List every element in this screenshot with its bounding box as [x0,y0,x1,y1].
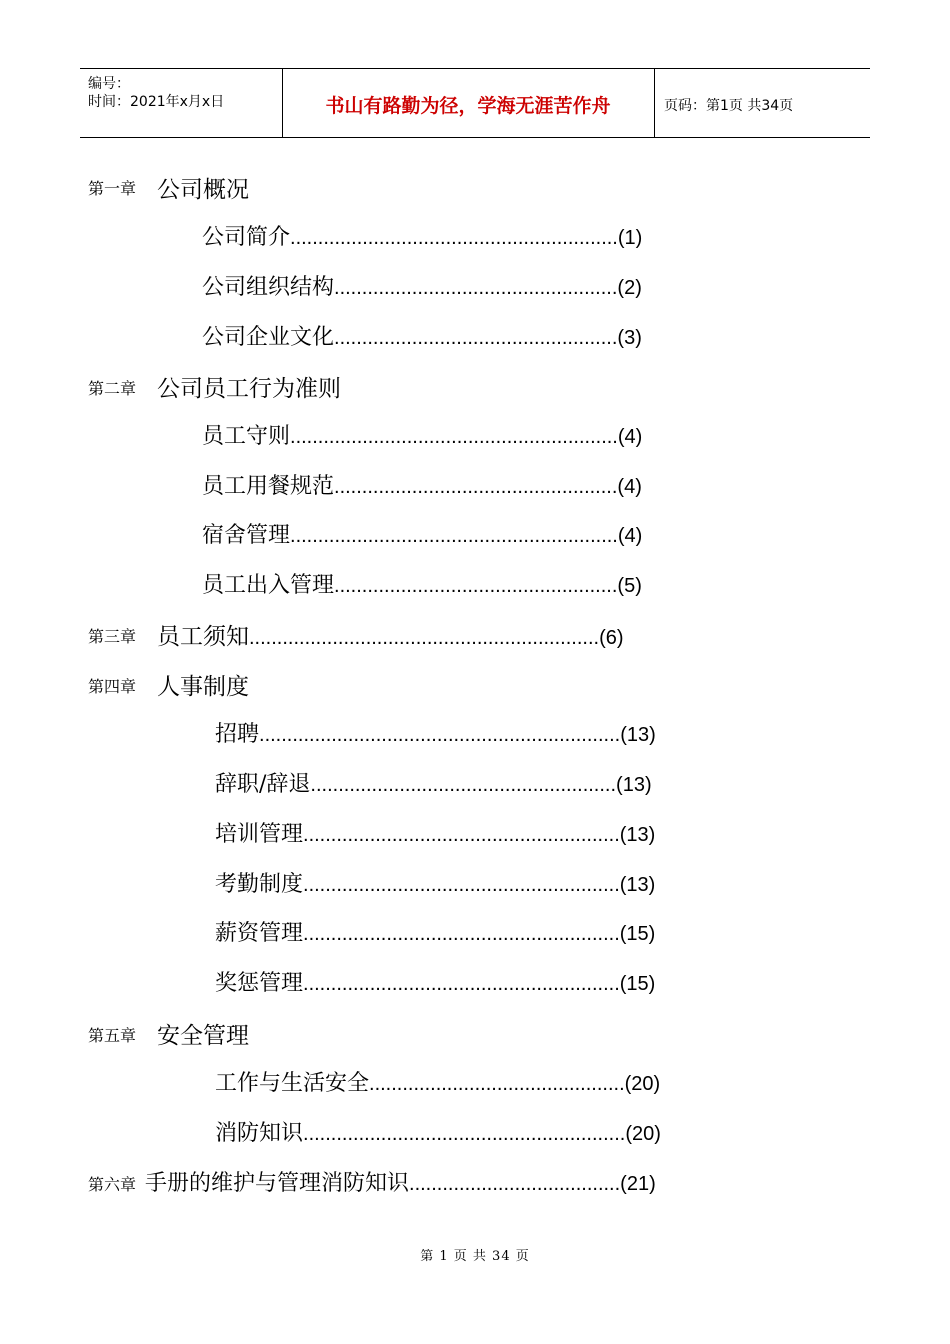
toc-entry-title: 消防知识 [215,1121,304,1146]
toc-page-number: (3) [617,327,642,349]
toc-entry [202,220,642,251]
chapter-2-label: 第二章 [88,379,137,398]
toc-entry-title: 员工出入管理 [202,573,335,598]
toc-leader-dots: ................................................................. [259,724,621,746]
toc-leader-dots: ........................................................... [290,426,618,448]
toc-entry [215,767,652,798]
header-middle-cell [282,69,655,137]
toc-entry-title: 员工守则 [202,424,291,449]
chapter-3-title: 员工须知 [157,624,249,650]
toc-page-number: (15) [619,973,656,995]
page-footer: 第 1 页 共 34 页 [420,1249,530,1264]
toc-entry-title: 工作与生活安全 [215,1071,370,1096]
toc-page-number: (13) [616,774,652,796]
toc-page-number: (13) [620,724,656,746]
document-header [80,68,870,138]
toc-leader-dots: ......................................................... [303,874,620,896]
header-right-cell [655,69,870,137]
time-label: 时间：2021年x月x日 [88,94,225,110]
toc-entry [202,419,642,450]
number-label: 编号： [88,76,130,92]
toc-page-number: (4) [617,525,643,547]
toc-entry [202,270,642,301]
toc-entry-title: 公司简介 [202,225,291,250]
toc-page-number: (20) [625,1123,661,1145]
toc-entry-title: 辞职/辞退 [215,772,311,797]
chapter-1-title: 公司概况 [157,177,249,203]
toc-entry-title: 公司组织结构 [202,275,335,300]
toc-entry [202,320,642,351]
toc-entry [202,568,642,599]
header-motto: 书山有路勤为径，学海无涯苦作舟 [325,95,611,117]
toc-page-number: (4) [617,476,642,498]
chapter-6-label: 第六章 [88,1175,137,1194]
toc-entry [202,518,642,549]
toc-entry [215,817,655,848]
chapter-4-title: 人事制度 [157,674,249,700]
toc-leader-dots: ......................................................... [303,973,620,995]
toc-entry-title: 薪资管理 [215,921,304,946]
header-left-cell [80,69,283,137]
toc-leader-dots: ......................................................... [303,923,620,945]
toc-page-number: (6) [599,627,624,649]
toc-leader-dots: ......................................................... [303,824,620,846]
toc-page-number: (13) [619,824,656,846]
chapter-4-label: 第四章 [88,677,137,696]
toc-page-number: (21) [620,1173,656,1195]
toc-leader-dots: ................................................... [334,575,618,597]
chapter-2-title: 公司员工行为准则 [157,376,341,402]
chapter-6-entry [145,1166,656,1197]
toc-entry [215,867,655,898]
toc-leader-dots: ....................................................... [310,774,617,796]
toc-leader-dots: ...................................... [409,1173,621,1195]
toc-page-number: (4) [617,426,643,448]
toc-entry [215,966,655,997]
toc-entry-title: 公司企业文化 [202,325,335,350]
toc-entry-title: 招聘 [215,722,260,747]
toc-page-number: (5) [617,575,642,597]
toc-page-number: (13) [619,874,656,896]
toc-leader-dots: .......................................................... [303,1123,626,1145]
toc-entry-title: 宿舍管理 [202,523,291,548]
toc-entry [215,1116,661,1147]
chapter-1-label: 第一章 [88,179,137,198]
toc-page-number: (20) [624,1073,661,1095]
chapter-6-title: 手册的维护与管理消防知识 [145,1171,410,1196]
chapter-3-entry [157,618,624,651]
toc-leader-dots: ........................................................... [290,227,618,249]
toc-entry [215,916,655,947]
page-info: 页码：第1页 共34页 [664,98,794,114]
toc-page-number: (2) [617,277,642,299]
toc-entry [215,717,656,748]
chapter-5-title: 安全管理 [157,1023,249,1049]
chapter-3-label: 第三章 [88,627,137,646]
toc-leader-dots: ................................................... [334,327,618,349]
toc-entry-title: 奖惩管理 [215,971,304,996]
toc-entry-title: 考勤制度 [215,872,304,897]
toc-leader-dots: .............................................. [369,1073,625,1095]
toc-leader-dots: ................................................... [334,476,618,498]
toc-leader-dots: ................................................... [334,277,618,299]
toc-page-number: (15) [619,923,656,945]
toc-entry [202,469,642,500]
toc-entry [215,1066,660,1097]
toc-entry-title: 培训管理 [215,822,304,847]
toc-leader-dots: ............................................................... [249,627,600,649]
toc-leader-dots: ........................................................... [290,525,618,547]
toc-page-number: (1) [617,227,643,249]
chapter-5-label: 第五章 [88,1026,137,1045]
toc-entry-title: 员工用餐规范 [202,474,335,499]
